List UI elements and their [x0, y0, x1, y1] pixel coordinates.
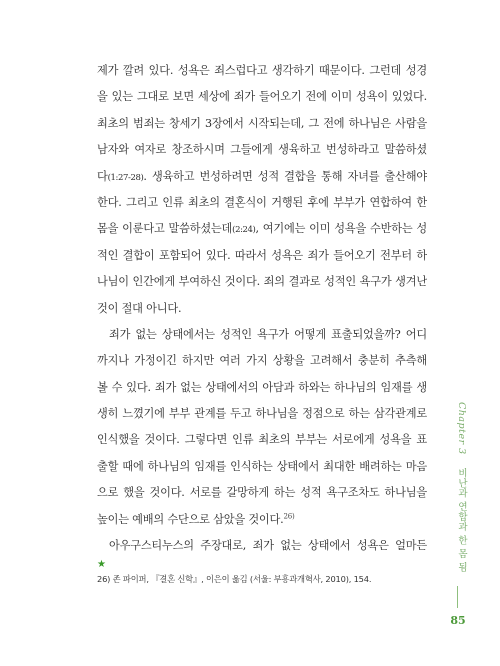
text-line: 생히 느꼈기에 부부 관계를 두고 하나님을 정점으로 하는 삼각관계로: [97, 407, 427, 421]
chapter-label: Chapter 3: [456, 402, 467, 455]
text-line: 적인 결합이 포함되어 있다. 따라서 성욕은 죄가 들어오기 전부터 하: [97, 248, 427, 262]
page-number: 85: [450, 614, 466, 627]
footnote-reference[interactable]: 26): [283, 511, 295, 520]
text-fragment: 높이는 예배의 수단으로 삼았을 것이다.: [97, 512, 284, 526]
text-line: 인식했을 것이다. 그렇다면 인류 최초의 부부는 서로에게 성욕을 표: [97, 433, 427, 447]
text-line: 죄가 없는 상태에서는 성적인 욕구가 어떻게 표출되었을까? 어디: [109, 327, 427, 341]
text-line: 최초의 범죄는 창세기 3장에서 시작되는데, 그 전에 하나님은 사람을: [97, 116, 427, 130]
text-line: [97, 507, 427, 533]
text-line: 볼 수 있다. 죄가 없는 상태에서의 아담과 하와는 하나님의 임재를 생: [97, 380, 427, 394]
text-fragment: 몸을 이룬다고 말씀하셨는데: [97, 222, 233, 236]
body-text: [97, 58, 427, 559]
text-line: 출할 때에 하나님의 임재를 인식하는 상태에서 최대한 배려하는 마음: [97, 459, 427, 473]
text-line: 남자와 여자로 창조하시며 그들에게 생육하고 번성하라고 말씀하셨: [97, 143, 427, 157]
text-line: 한다. 그리고 인류 최초의 결혼식이 거행된 후에 부부가 연합하여 한: [97, 195, 427, 209]
text-line: 아우구스티누스의 주장대로, 죄가 없는 상태에서 성욕은 얼마든: [109, 539, 427, 553]
text-line: 나님이 인간에게 부여하신 것이다. 죄의 결과로 성적인 욕구가 생겨난: [97, 275, 427, 289]
side-divider: [457, 586, 458, 608]
footnote-area: [97, 559, 427, 585]
text-line: 으로 했을 것이다. 서로를 갈망하게 하는 성적 욕구조차도 하나님을: [97, 486, 427, 500]
text-line: 까지나 가정이긴 하지만 여러 가지 상황을 고려해서 충분히 추측해: [97, 354, 427, 368]
chapter-title: 비난과 연합과 한 몸 됨: [456, 468, 467, 573]
text-line: [97, 164, 427, 190]
text-fragment: , 여기에는 이미 성욕을 수반하는 성: [255, 222, 427, 236]
text-line: 을 있는 그대로 보면 세상에 죄가 들어오기 전에 이미 성욕이 있었다.: [97, 90, 427, 104]
text-line: [97, 216, 427, 242]
scripture-reference: (2:24): [232, 225, 256, 236]
text-fragment: 다: [97, 169, 108, 183]
text-fragment: . 생육하고 번성하려면 성적 결합을 통해 자녀를 출산해야: [143, 169, 427, 183]
chapter-side-label: [448, 402, 468, 572]
scripture-reference: (1:27-28): [107, 172, 144, 183]
footnote-text: 26) 존 파이퍼, 『결혼 신학』, 이은이 옮김 (서울: 부흥과개혁사, 2010), 154.: [97, 574, 372, 584]
text-line: 제가 깔려 있다. 성욕은 죄스럽다고 생각하기 때문이다. 그런데 성경: [97, 64, 427, 77]
star-icon: ★: [97, 559, 106, 570]
text-line: 것이 절대 아니다.: [97, 301, 182, 315]
